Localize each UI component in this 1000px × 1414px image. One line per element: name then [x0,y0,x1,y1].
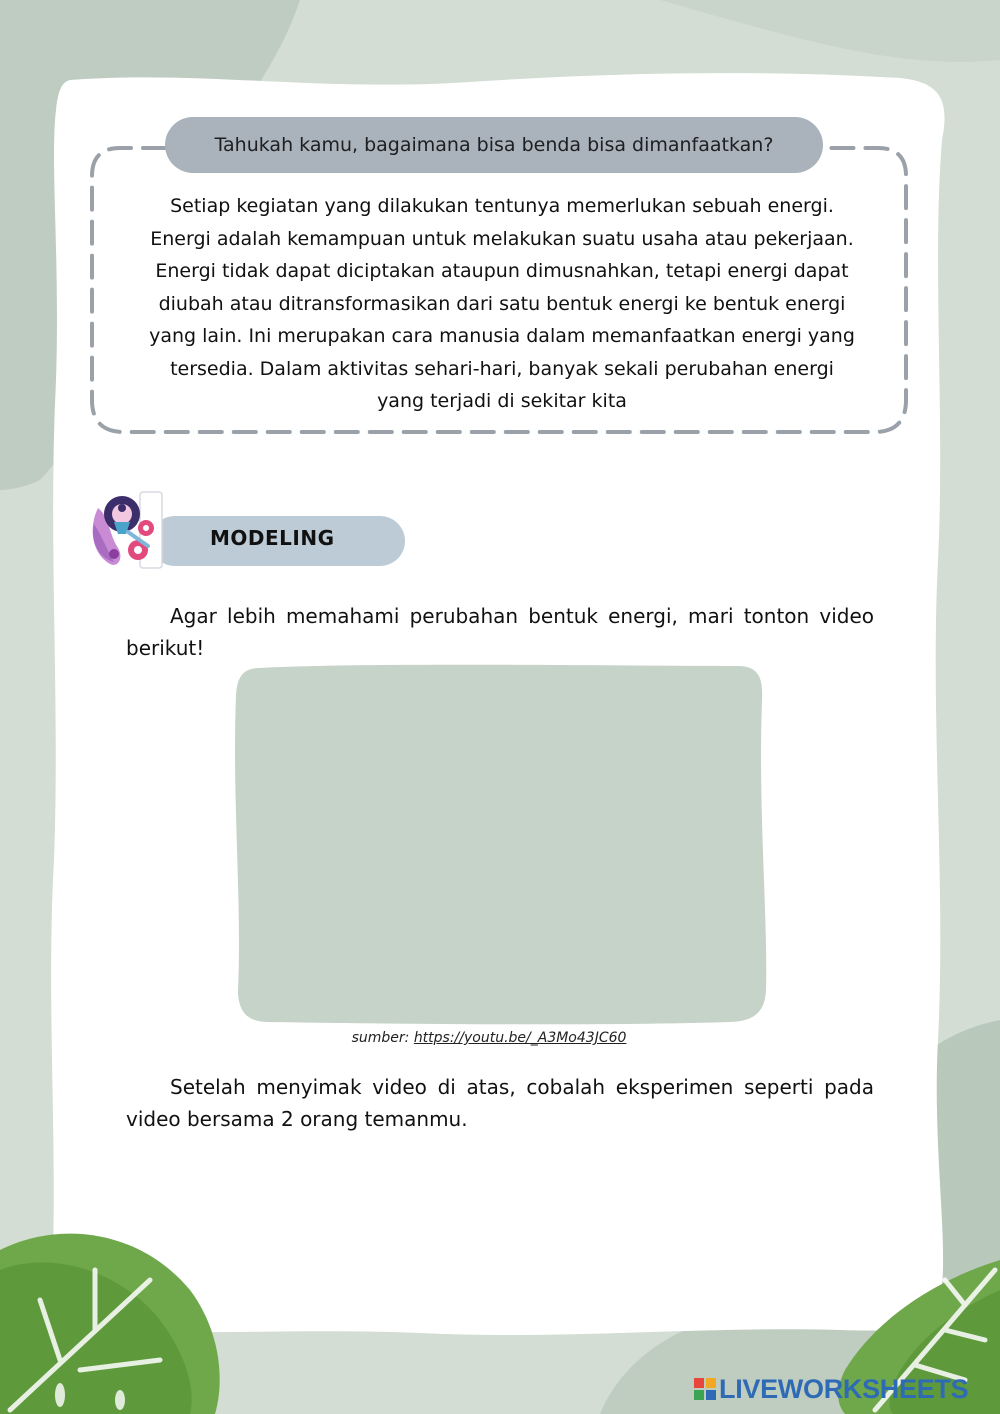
activity-paragraph: Setelah menyimak video di atas, cobalah eksperimen seperti pada video bersama 2 orang temanmu. [126,1075,874,1131]
liveworksheets-brand-text: LIVEWORKSHEETS [719,1373,969,1404]
liveworksheets-logo [694,1374,968,1404]
intro-line: Energi adalah kemampuan untuk melakukan suatu usaha atau pekerjaan. [150,227,854,250]
intro-line: diubah atau ditransformasikan dari satu bentuk energi ke bentuk energi [158,292,846,315]
monstera-leaf-left-icon [0,1210,230,1414]
modeling-illustration-icon [88,488,168,572]
instruction-paragraph: Agar lebih memahami perubahan bentuk energi, mari tonton video berikut! [126,604,874,660]
intro-line: yang terjadi di sekitar kita [377,390,627,412]
source-label: sumber: [351,1030,410,1046]
intro-line: Setiap kegiatan yang dilakukan tentunya memerlukan sebuah energi. [170,195,834,217]
liveworksheets-logo-icon [694,1378,716,1400]
question-text: Tahukah kamu, bagaimana bisa benda bisa dimanfaatkan? [214,134,774,156]
intro-paragraph [118,190,886,418]
video-placeholder[interactable] [228,660,773,1032]
intro-line: tersedia. Dalam aktivitas sehari-hari, banyak sekali perubahan energi [170,357,834,380]
source-link[interactable]: https://youtu.be/_A3Mo43JC60 [413,1030,627,1046]
question-heading [165,117,823,173]
video-source [0,1030,978,1046]
intro-line: Energi tidak dapat diciptakan ataupun dimusnahkan, tetapi energi dapat [155,260,849,282]
intro-line: yang lain. Ini merupakan cara manusia dalam memanfaatkan energi yang [149,325,855,347]
section-title: MODELING [210,526,335,550]
